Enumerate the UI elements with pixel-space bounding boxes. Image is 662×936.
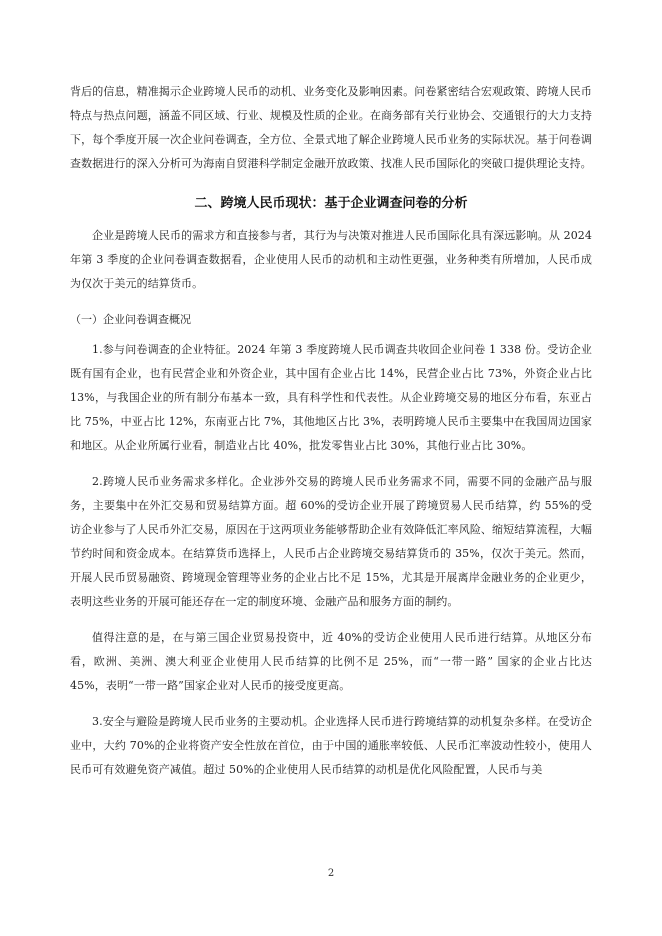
subsection-heading: （一）企业问卷调查概况 [70,313,191,326]
section-heading: 二、跨境人民币现状：基于企业调查问卷的分析 [194,196,468,211]
paragraph-motivation: 3.安全与避险是跨境人民币业务的主要动机。企业选择人民币进行跨境结算的动机复杂多样。在受访企业中，大约 70%的企业将资产安全性放在首位，由于中国的通胀率较低、人民币汇率波动性较小，使用人民币可有效避免资产减值。超过 50%的企业使用人民币结算的动机是优化风险配置，人民币与美 [70,715,592,776]
paragraph-section-intro: 企业是跨境人民币的需求方和直接参与者，其行为与决策对推进人民币国际化具有深远影响。从 2024 年第 3 季度的企业问卷调查数据看，企业使用人民币的动机和主动性更强，业务种类有所增加，人民币成为仅次于美元的结算货币。 [70,229,592,290]
paragraph-enterprise-characteristics: 1.参与问卷调查的企业特征。2024 年第 3 季度跨境人民币调查共收回企业问卷 1 338 份。受访企业既有国有企业，也有民营企业和外资企业，其中国有企业占比 14%，民营企业占比 73%，外资企业占比 13%，与我国企业的所有制分布基本一致，具有科学性和代表性。从企业跨境交易的地区分布看，东亚占比 75%，中亚占比 12%，东南亚占比 7%，其他地区占比 3%，表明跨境人民币主要集中在我国周边国家和地区。从企业所属行业看，制造业占比 40%，批发零售业占比 30%，其他行业占比 30%。 [70,343,592,452]
paragraph-third-country: 值得注意的是，在与第三国企业贸易投资中，近 40%的受访企业使用人民币进行结算。从地区分布看，欧洲、美洲、澳大利亚企业使用人民币结算的比例不足 25%，而“一带一路” 国家的企业占比达 45%，表明“一带一路”国家企业对人民币的接受度更高。 [70,631,592,692]
page-body [70,80,592,782]
paragraph-intro-continued: 背后的信息，精准揭示企业跨境人民币的动机、业务变化及影响因素。问卷紧密结合宏观政策、跨境人民币特点与热点问题，涵盖不同区域、行业、规模及性质的企业。在商务部有关行业协会、交通银行的大力支持下，每个季度开展一次企业问卷调查，全方位、全景式地了解企业跨境人民币业务的实际状况。基于问卷调查数据进行的深入分析可为海南自贸港科学制定金融开放政策、找准人民币国际化的突破口提供理论支持。 [70,85,592,170]
page-number: 2 [327,868,335,879]
paragraph-business-demand: 2.跨境人民币业务需求多样化。企业涉外交易的跨境人民币业务需求不同，需要不同的金融产品与服务，主要集中在外汇交易和贸易结算方面。超 60%的受访企业开展了跨境贸易人民币结算，约 55%的受访企业参与了人民币外汇交易，原因在于这两项业务能够帮助企业有效降低汇率风险、缩短结算流程，大幅节约时间和资金成本。在结算货币选择上，人民币占企业跨境交易结算货币的 35%，仅次于美元。然而，开展人民币贸易融资、跨境现金管理等业务的企业占比不足 15%，尤其是开展离岸金融业务的企业更少，表明这些业务的开展可能还存在一定的制度环境、金融产品和服务方面的制约。 [70,475,592,608]
